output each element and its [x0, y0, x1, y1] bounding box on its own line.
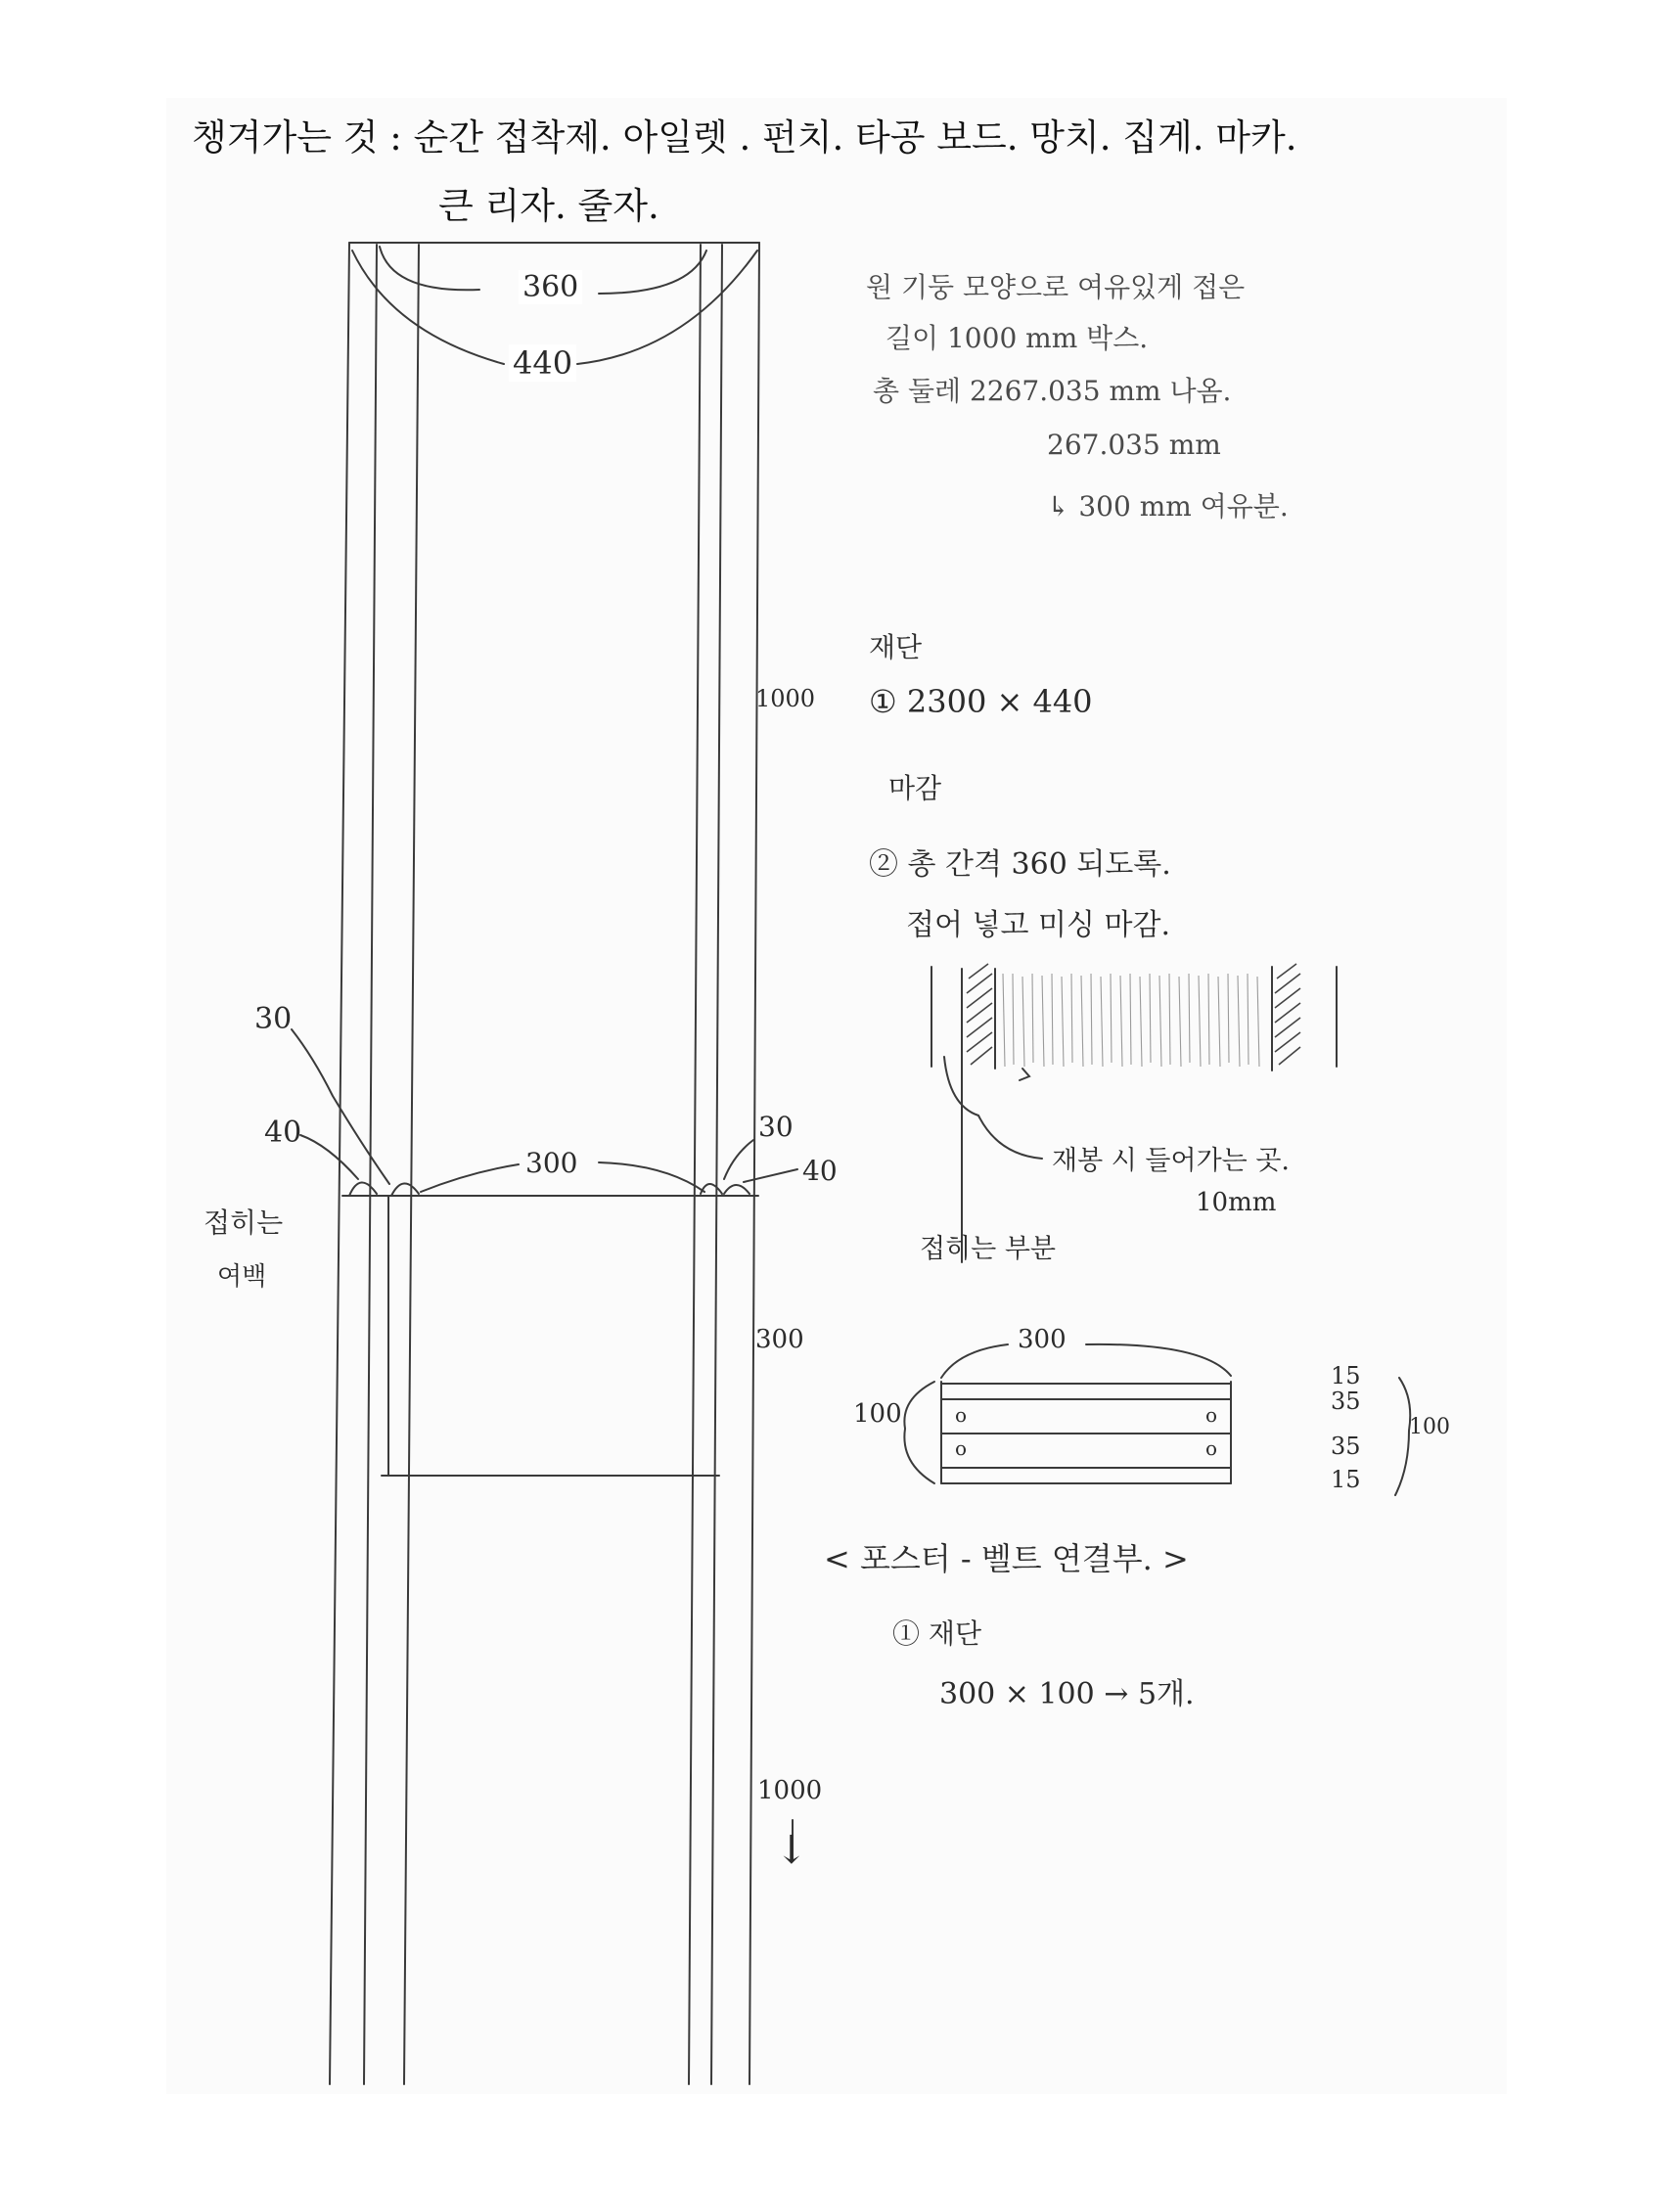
plate-height-label-right: 100	[1409, 1415, 1450, 1439]
packing-list-line2: 큰 리자. 줄자.	[438, 185, 659, 227]
label-fold-margin-1: 접히는	[204, 1206, 284, 1239]
paper-shadow	[166, 98, 1507, 2094]
packing-list-line1: 챙겨가는 것 : 순간 접착제. 아일렛 . 펀치. 타공 보드. 망치. 집게. 마카.	[192, 116, 1297, 159]
plate-width-label: 300	[1018, 1325, 1067, 1354]
plate-dim-4: 15	[1331, 1466, 1361, 1493]
plate-hole-icon: o	[955, 1403, 968, 1427]
connector-title: < 포스터 - 벨트 연결부. >	[824, 1540, 1189, 1577]
plate-dim-1: 15	[1331, 1362, 1361, 1389]
label-middle-length: 300	[755, 1325, 804, 1354]
note-line-3: 총 둘레 2267.035 mm 나옴.	[873, 375, 1232, 407]
label-left-fold-30: 30	[254, 1002, 293, 1036]
cutting-heading: 재단	[869, 631, 923, 663]
connector-cut-heading: ① 재단	[892, 1617, 981, 1650]
label-fold-margin-2: 여백	[217, 1262, 267, 1292]
finish-step-2-line2: 접어 넣고 미싱 마감.	[906, 908, 1170, 942]
plate-hole-icon: o	[955, 1436, 968, 1460]
label-right-fold-30: 30	[758, 1111, 794, 1143]
label-lower-length: 1000	[757, 1776, 823, 1805]
label-left-fold-40: 40	[264, 1115, 302, 1150]
plate-dim-2: 35	[1331, 1388, 1361, 1415]
finish-heading: 마감	[888, 772, 942, 804]
down-arrow-icon: ↓	[775, 1828, 808, 1873]
plate-height-label-left: 100	[853, 1399, 902, 1429]
label-top-inner-width: 360	[519, 270, 582, 304]
note-line-5: ↳ 300 mm 여유분.	[1047, 490, 1289, 523]
plate-dim-3: 35	[1331, 1433, 1361, 1460]
cutting-step-1: ① 2300 × 440	[869, 683, 1093, 720]
plate-hole-icon: o	[1205, 1403, 1218, 1427]
note-line-1: 원 기둥 모양으로 여유있게 접은	[866, 271, 1246, 303]
label-upper-length: 1000	[755, 685, 816, 712]
finish-step-2-line1: ② 총 간격 360 되도록.	[869, 847, 1171, 882]
label-right-fold-40: 40	[802, 1155, 838, 1187]
note-line-4: 267.035 mm	[1047, 429, 1221, 461]
plate-hole-icon: o	[1205, 1436, 1218, 1460]
label-middle-width: 300	[525, 1147, 578, 1179]
connector-cut-spec: 300 × 100 → 5개.	[939, 1677, 1195, 1711]
note-line-2: 길이 1000 mm 박스.	[885, 322, 1149, 354]
fold-part-label: 접히는 부분	[920, 1234, 1056, 1264]
sewing-leader-label: 재봉 시 들어가는 곳.	[1052, 1146, 1290, 1176]
label-top-outer-width: 440	[509, 344, 576, 382]
sewing-leader-value: 10mm	[1196, 1188, 1277, 1217]
